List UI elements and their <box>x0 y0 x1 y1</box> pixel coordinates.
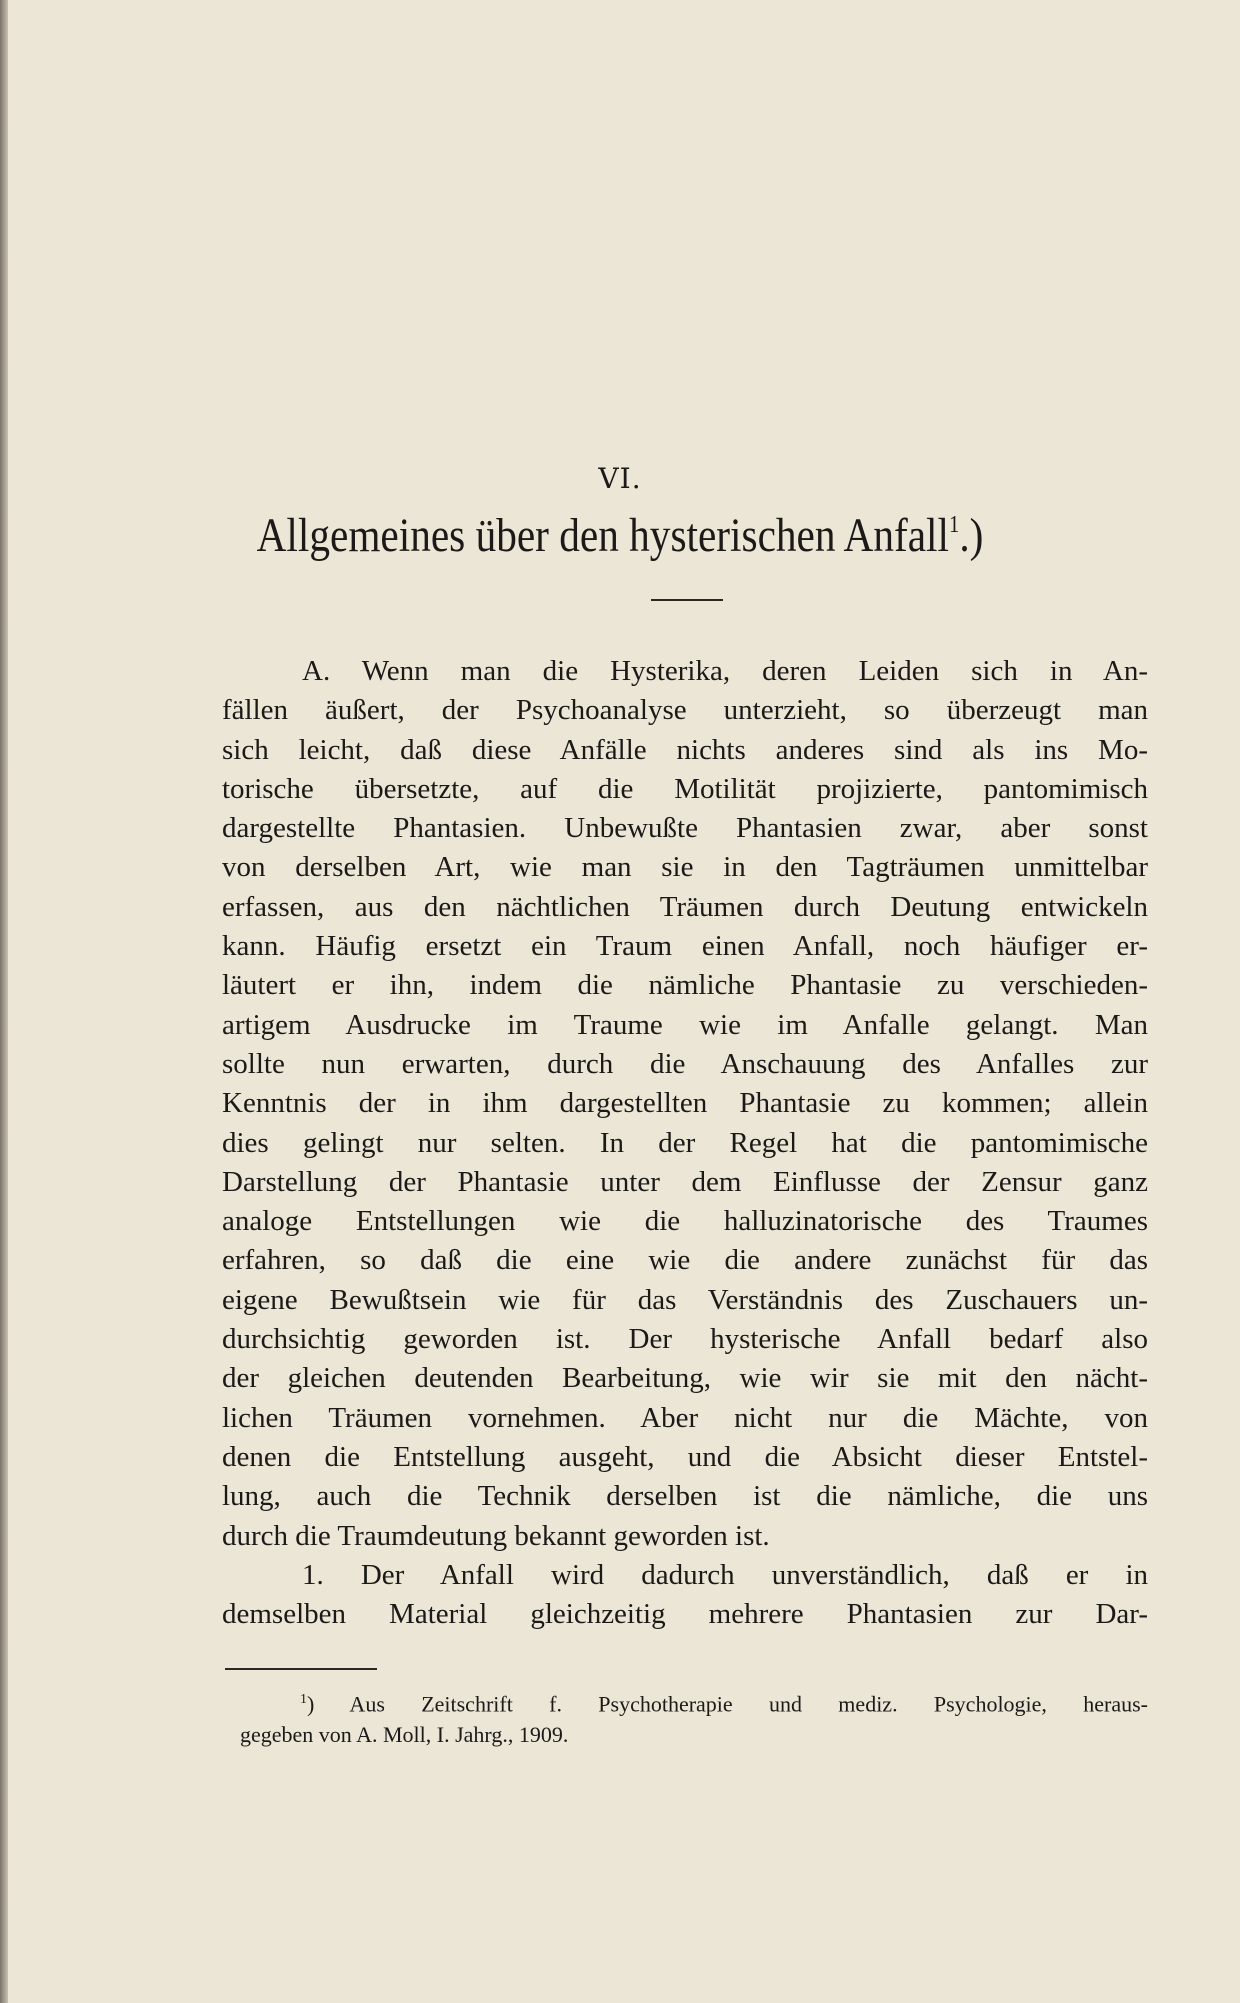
footnote-line <box>240 1684 1148 1719</box>
body-line: lichen Träumen vornehmen. Aber nicht nur die Mächte, von <box>222 1401 1148 1434</box>
footnote <box>240 1684 1148 1750</box>
body-line: artigem Ausdrucke im Traume wie im Anfalle gelangt. Man <box>222 1008 1148 1041</box>
body-line: läutert er ihn, indem die nämliche Phantasie zu verschieden- <box>222 969 1148 1002</box>
body-line: fällen äußert, der Psychoanalyse unterzieht, so überzeugt man <box>222 694 1148 727</box>
chapter-title-text: Allgemeines über den hysterischen Anfall <box>256 509 950 562</box>
body-line: denen die Entstellung ausgeht, und die Absicht dieser Entstel- <box>222 1440 1148 1473</box>
footnote-reference: 1 <box>949 512 960 538</box>
body-line: demselben Material gleichzeitig mehrere Phantasien zur Dar- <box>222 1598 1148 1631</box>
body-line: sich leicht, daß diese Anfälle nichts anderes sind als ins Mo- <box>222 733 1148 766</box>
body-line: von derselben Art, wie man sie in den Tagträumen unmittelbar <box>222 851 1148 884</box>
chapter-title <box>87 508 1153 563</box>
footnote-mark: 1 <box>300 1692 307 1707</box>
body-line: durchsichtig geworden ist. Der hysterische Anfall bedarf also <box>222 1323 1148 1356</box>
page-binding-edge <box>0 0 8 2003</box>
body-line: analoge Entstellungen wie die halluzinatorische des Traumes <box>222 1205 1148 1238</box>
body-line: dies gelingt nur selten. In der Regel hat die pantomimische <box>222 1126 1148 1159</box>
body-line: erfahren, so daß die eine wie die andere zunächst für das <box>222 1244 1148 1277</box>
chapter-number: VI. <box>598 462 642 495</box>
body-line: eigene Bewußtsein wie für das Verständnis des Zuschauers un- <box>222 1283 1148 1316</box>
body-line: durch die Traumdeutung bekannt geworden ist. <box>222 1519 770 1552</box>
body-line: erfassen, aus den nächtlichen Träumen durch Deutung entwickeln <box>222 890 1148 923</box>
chapter-title-close: .) <box>959 509 984 562</box>
body-line: Darstellung der Phantasie unter dem Einflusse der Zensur ganz <box>222 1165 1148 1198</box>
body-line: torische übersetzte, auf die Motilität projizierte, pantomimisch <box>222 772 1148 805</box>
body-line: Kenntnis der in ihm dargestellten Phantasie zu kommen; allein <box>222 1087 1148 1120</box>
body-line: dargestellte Phantasien. Unbewußte Phantasien zwar, aber sonst <box>222 812 1148 845</box>
title-divider <box>651 599 723 601</box>
footnote-line: gegeben von A. Moll, I. Jahrg., 1909. <box>240 1722 569 1748</box>
footnote-text: ) Aus Zeitschrift f. Psychotherapie und mediz. Psychologie, heraus- <box>307 1691 1148 1717</box>
body-line: sollte nun erwarten, durch die Anschauung des Anfalles zur <box>222 1047 1148 1080</box>
footnote-divider <box>225 1668 377 1670</box>
body-line: kann. Häufig ersetzt ein Traum einen Anfall, noch häufiger er- <box>222 930 1148 963</box>
body-line: der gleichen deutenden Bearbeitung, wie wir sie mit den nächt- <box>222 1362 1148 1395</box>
body-text <box>222 652 1148 1634</box>
body-line: 1. Der Anfall wird dadurch unverständlich, daß er in <box>302 1558 1148 1591</box>
body-line: lung, auch die Technik derselben ist die nämliche, die uns <box>222 1480 1148 1513</box>
body-line: A. Wenn man die Hysterika, deren Leiden sich in An- <box>302 655 1148 687</box>
